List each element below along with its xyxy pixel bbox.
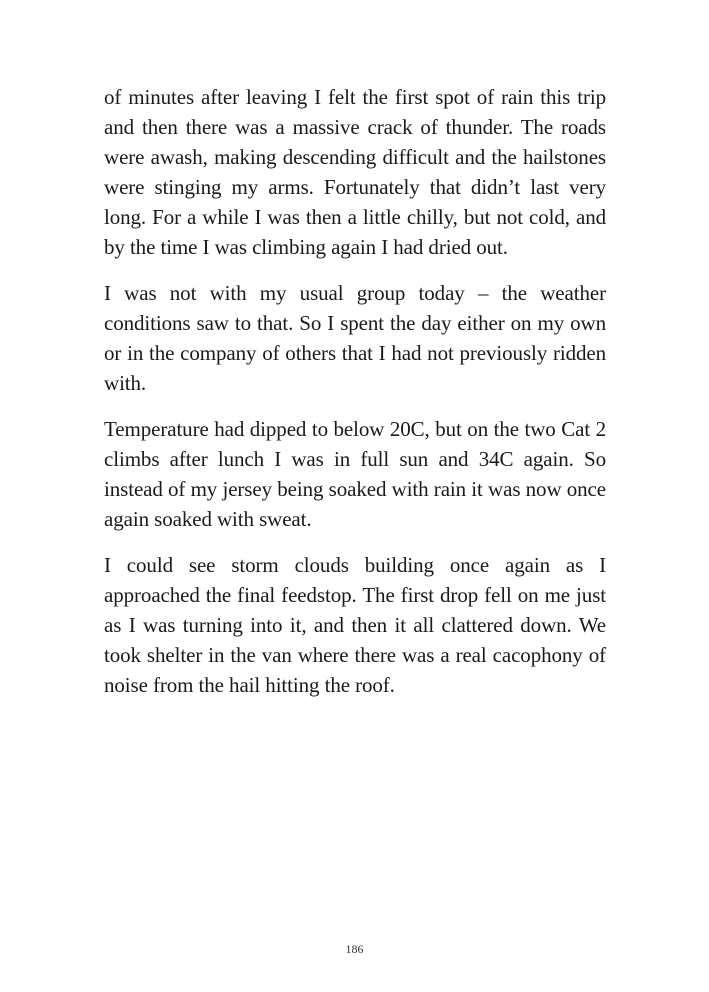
page-number: 186 bbox=[345, 942, 364, 956]
paragraph-3: Temperature had dipped to below 20C, but on the two Cat 2 climbs after lunch I was in full sun and 34C again. So instead of my jersey being soaked with rain it was now once again soaked with sweat. bbox=[104, 417, 606, 531]
paragraph-1: of minutes after leaving I felt the first spot of rain this trip and then there was a massive crack of thunder. The roads were awash, making descending difficult and the hailstones were stinging my arms. Fortunately that didn’t last very long. For a while I was then a little chilly, but not cold, and by the time I was climbing again I had dried out. bbox=[104, 85, 606, 259]
paragraph-4: I could see storm clouds building once again as I approached the final feedstop. The first drop fell on me just as I was turning into it, and then it all clattered down. We took shelter in the van where there was a real cacophony of noise from the hail hitting the roof. bbox=[104, 553, 606, 697]
page-body bbox=[104, 82, 606, 716]
paragraph-2: I was not with my usual group today – the weather conditions saw to that. So I spent the day either on my own or in the company of others that I had not previously ridden with. bbox=[104, 281, 606, 395]
